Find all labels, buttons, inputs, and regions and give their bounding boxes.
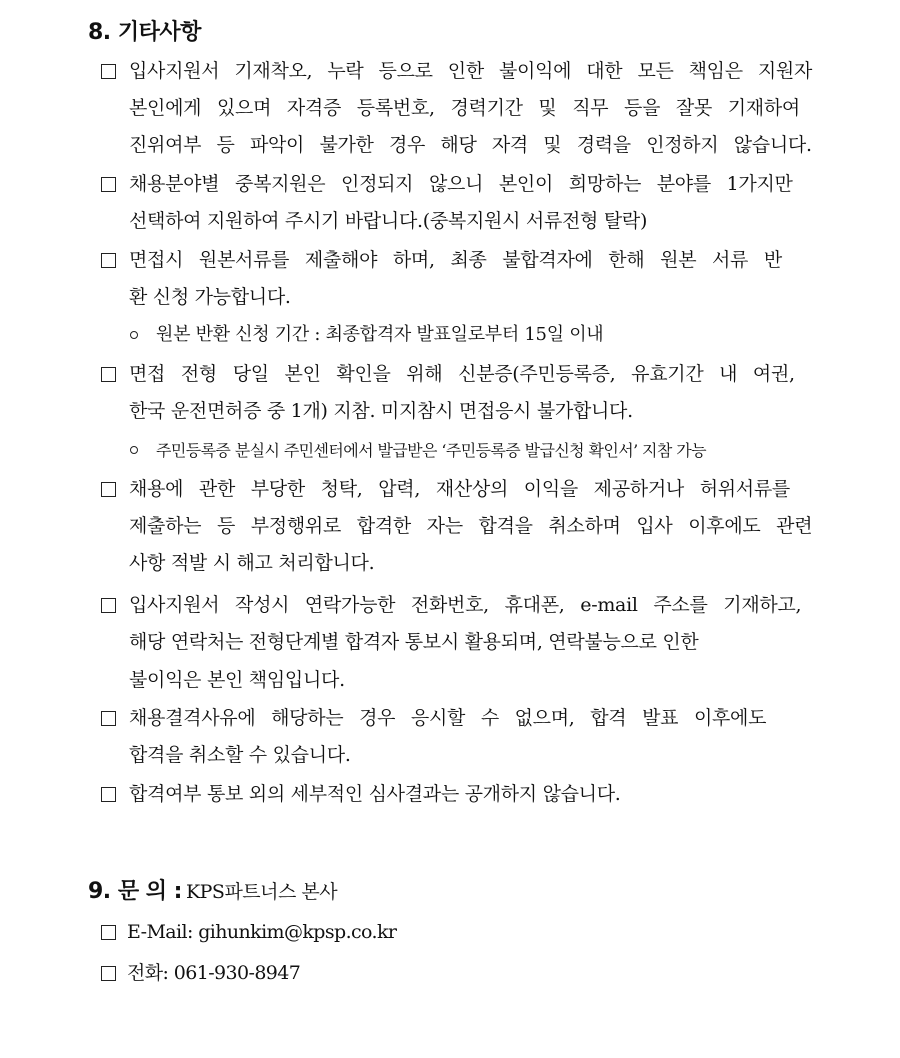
contact-phone: 전화: 061-930-8947 — [127, 962, 301, 984]
section-9-title: 9. 문 의 : — [88, 879, 182, 904]
item-3-line-2: 환 신청 가능합니다. — [129, 286, 291, 308]
checkbox-item-6 — [101, 598, 116, 613]
item-5-line-1: 채용에 관한 부당한 청탁, 압력, 재산상의 이익을 제공하거나 허위서류를 — [129, 478, 790, 500]
item-5-line-3: 사항 적발 시 해고 처리합니다. — [129, 552, 375, 574]
section-9-heading — [88, 879, 337, 905]
sub-bullet-circle-icon — [130, 446, 138, 454]
section-8-heading: 8. 기타사항 — [88, 20, 201, 45]
item-1-line-2: 본인에게 있으며 자격증 등록번호, 경력기간 및 직무 등을 잘못 기재하여 — [129, 97, 800, 119]
item-1-line-3: 진위여부 등 파악이 불가한 경우 해당 자격 및 경력을 인정하지 않습니다. — [129, 134, 812, 156]
item-8-line-1: 합격여부 통보 외의 세부적인 심사결과는 공개하지 않습니다. — [129, 783, 621, 805]
item-7-line-1: 채용결격사유에 해당하는 경우 응시할 수 없으며, 합격 발표 이후에도 — [129, 707, 767, 729]
contact-email: E-Mail: gihunkim@kpsp.co.kr — [127, 921, 397, 943]
checkbox-item-2 — [101, 177, 116, 192]
checkbox-item-1 — [101, 64, 116, 79]
item-4-line-2: 한국 운전면허증 중 1개) 지참. 미지참시 면접응시 불가합니다. — [129, 400, 633, 422]
item-6-line-3: 불이익은 본인 책임입니다. — [129, 669, 345, 691]
checkbox-item-8 — [101, 787, 116, 802]
sub-bullet-circle-icon — [130, 331, 138, 339]
item-1-line-1: 입사지원서 기재착오, 누락 등으로 인한 불이익에 대한 모든 책임은 지원자 — [129, 60, 813, 82]
checkbox-item-5 — [101, 482, 116, 497]
checkbox-item-3 — [101, 253, 116, 268]
item-6-line-2: 해당 연락처는 전형단계별 합격자 통보시 활용되며, 연락불능으로 인한 — [129, 631, 699, 653]
item-2-line-2: 선택하여 지원하여 주시기 바랍니다.(중복지원시 서류전형 탈락) — [129, 210, 648, 232]
item-2-line-1: 채용분야별 중복지원은 인정되지 않으니 본인이 희망하는 분야를 1가지만 — [129, 173, 793, 195]
item-4-line-1: 면접 전형 당일 본인 확인을 위해 신분증(주민등록증, 유효기간 내 여권, — [129, 363, 795, 385]
item-6-line-1: 입사지원서 작성시 연락가능한 전화번호, 휴대폰, e-mail 주소를 기재하고, — [129, 594, 802, 616]
checkbox-phone — [101, 966, 116, 981]
item-7-line-2: 합격을 취소할 수 있습니다. — [129, 744, 351, 766]
item-3-sub-note: 원본 반환 신청 기간 : 최종합격자 발표일로부터 15일 이내 — [156, 324, 604, 345]
item-3-line-1: 면접시 원본서류를 제출해야 하며, 최종 불합격자에 한해 원본 서류 반 — [129, 249, 782, 271]
item-5-line-2: 제출하는 등 부정행위로 합격한 자는 합격을 취소하며 입사 이후에도 관련 — [129, 515, 813, 537]
item-4-sub-note: 주민등록증 분실시 주민센터에서 발급받은 ‘주민등록증 발급신청 확인서’ 지참 가능 — [156, 441, 706, 460]
section-9-subtitle: KPS파트너스 본사 — [185, 881, 338, 903]
checkbox-item-7 — [101, 711, 116, 726]
checkbox-email — [101, 925, 116, 940]
checkbox-item-4 — [101, 367, 116, 382]
